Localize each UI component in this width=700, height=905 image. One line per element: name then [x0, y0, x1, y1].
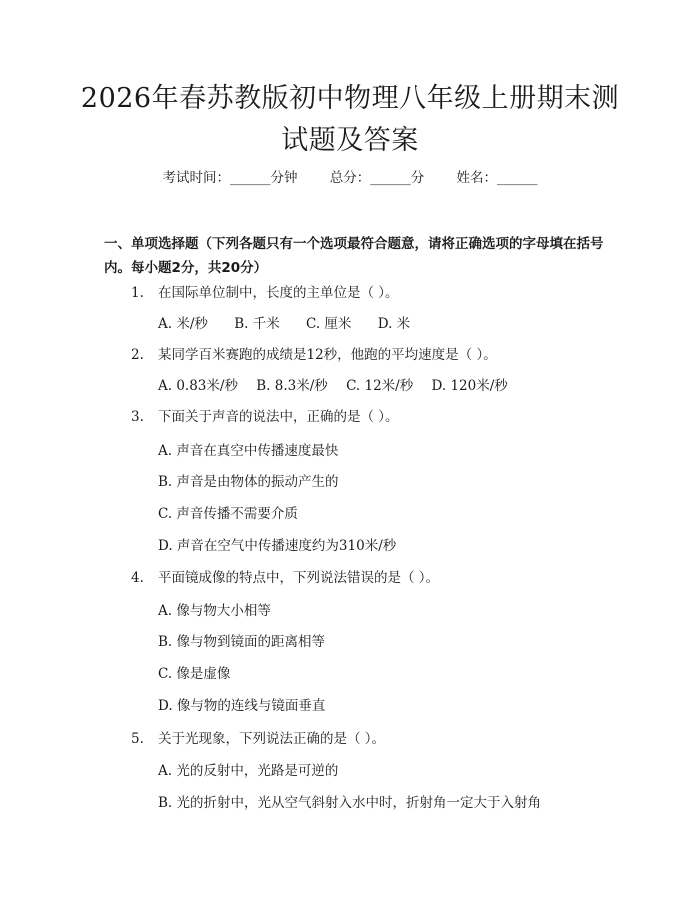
option: C. 声音传播不需要介质 — [158, 506, 298, 522]
exam-time-field: 考试时间：______分钟 — [162, 170, 298, 186]
question-text: 在国际单位制中，长度的主单位是（ ）。 — [158, 285, 399, 301]
option: D. 米 — [377, 316, 411, 332]
option: C. 像是虚像 — [158, 666, 231, 682]
option: A. 像与物大小相等 — [158, 603, 271, 619]
section-heading: 一、单项选择题（下列各题只有一个选项最符合题意，请将正确选项的字母填在括号内。每小题2分，共20分） — [104, 236, 604, 276]
option: A. 声音在真空中传播速度最快 — [158, 443, 339, 459]
question-number: 2. — [131, 347, 144, 363]
exam-title — [0, 78, 700, 162]
option-row — [158, 376, 522, 396]
question-text: 平面镜成像的特点中，下列说法错误的是（ ）。 — [158, 570, 440, 586]
option: B. 光的折射中，光从空气斜射入水中时，折射角一定大于入射角 — [158, 795, 542, 811]
question-text: 关于光现象，下列说法正确的是（ ）。 — [158, 731, 386, 747]
option: A. 米/秒 — [158, 316, 208, 332]
question-text: 下面关于声音的说法中，正确的是（ ）。 — [158, 409, 399, 425]
title-line-2: 试题及答案 — [281, 125, 419, 156]
option: B. 8.3米/秒 — [256, 378, 328, 394]
question-number: 1. — [131, 285, 144, 301]
option: C. 12米/秒 — [346, 378, 414, 394]
option-row — [158, 314, 432, 334]
student-name-field: 姓名：______ — [456, 170, 538, 186]
question-number: 4. — [131, 570, 144, 586]
total-score-field: 总分：______分 — [329, 170, 425, 186]
exam-info — [0, 168, 700, 188]
option: D. 声音在空气中传播速度约为310米/秒 — [158, 538, 397, 554]
option: A. 0.83米/秒 — [158, 378, 238, 394]
option: D. 120米/秒 — [431, 378, 508, 394]
option: D. 像与物的连线与镜面垂直 — [158, 698, 326, 714]
option: B. 千米 — [234, 316, 280, 332]
question-text: 某同学百米赛跑的成绩是12秒，他跑的平均速度是（ ）。 — [158, 347, 497, 363]
option: B. 声音是由物体的振动产生的 — [158, 474, 339, 490]
option: B. 像与物到镜面的距离相等 — [158, 634, 326, 650]
option: C. 厘米 — [306, 316, 352, 332]
title-line-1: 2026年春苏教版初中物理八年级上册期末测 — [80, 83, 620, 114]
question-number: 3. — [131, 409, 144, 425]
question-number: 5. — [131, 731, 144, 747]
option: A. 光的反射中，光路是可逆的 — [158, 763, 339, 779]
